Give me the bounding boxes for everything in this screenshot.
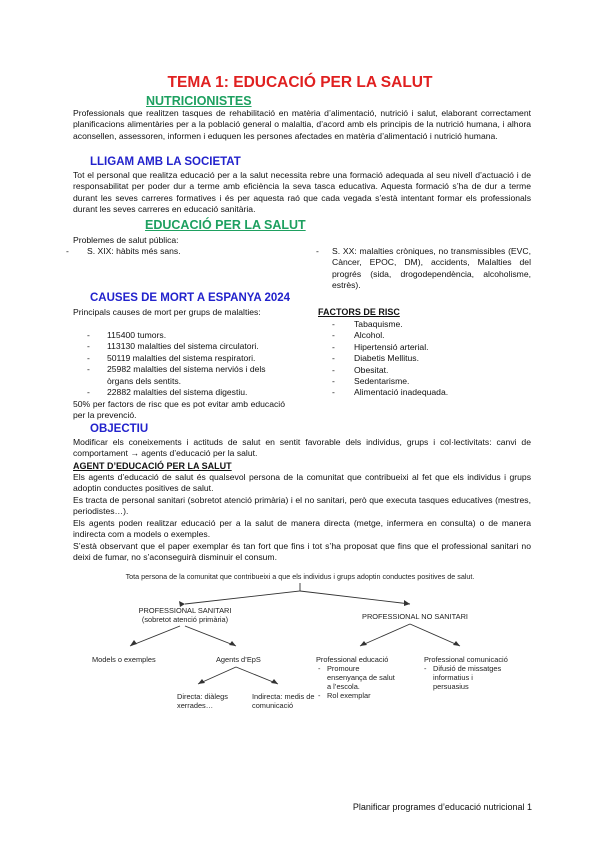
objectiu-heading: OBJECTIU — [90, 423, 149, 435]
left-item-text: S. XIX: hàbits més sans. — [87, 246, 181, 256]
diagram-prof-educacio-item-text: Promoure ensenyança de salut a l’escola. — [327, 664, 395, 691]
diagram-root: Tota persona de la comunitat que contribueixi a que els individus i grups adoptin conductes positives de salut. — [125, 572, 475, 581]
page-title: TEMA 1: EDUCACIÓ PER LA SALUT — [167, 74, 433, 91]
causes-item: - 22882 malalties del sistema digestiu. — [73, 387, 288, 398]
factors-item: - Hipertensió arterial. — [318, 342, 518, 353]
factors-item: - Diabetis Mellitus. — [318, 353, 518, 364]
nutricionistes-text: Professionals que realitzen tasques de rehabilitació en matèria d’alimentació, nutrició i salut, elaborant correctament planificacions alimentàries per a la població general o malaltia, d’acord amb els principis de la nutrició humana, i alhora aconsellen, assessoren, informen i eduquen les persones afectades en matèria d’alimentació i nutrició humana. — [73, 108, 531, 141]
causes-heading: CAUSES DE MORT A ESPANYA 2024 — [90, 292, 291, 304]
diagram-prof-comunicacio-item: - Difusió de missatges informatius i persuasius — [424, 664, 502, 691]
causes-item: - 113130 malalties del sistema circulatori. — [73, 341, 288, 352]
problemes-label: Problemes de salut pública: — [73, 235, 179, 245]
diagram-prof-comunicacio-item-text: Difusió de missatges informatius i persuasius — [433, 664, 502, 691]
agent-heading: AGENT D’EDUCACIÓ PER LA SALUT — [73, 461, 232, 471]
educacio-heading: EDUCACIÓ PER LA SALUT — [145, 218, 306, 232]
diagram-prof-educacio: Professional educació — [316, 655, 389, 664]
diagram-directa: Directa: diàlegs xerrades… — [177, 692, 228, 710]
diagram-no-sanitari: PROFESSIONAL NO SANITARI — [362, 612, 468, 621]
causes-item: - 25982 malalties del sistema nerviós i dels òrgans dels sentits. — [73, 364, 288, 387]
lligam-heading: LLIGAM AMB LA SOCIETAT — [90, 156, 241, 168]
right-item-dash: - — [316, 246, 319, 256]
page-footer: Planificar programes d’educació nutricional 1 — [352, 802, 532, 812]
factors-item: - Tabaquisme. — [318, 319, 518, 330]
lligam-text: Tot el personal que realitza educació per a la salut necessita rebre una formació adequada al seu nivell d’actuació i de responsabilitat per poder dur a terme amb eficiència la seva tasca educativa. Aquesta formació s’ha de dur a terme durant les seves carreres formatives i és per aquesta raó que cada vegada s’està intentant formar els professionals durant les seves carreres en educació sanitària. — [73, 170, 531, 214]
factors-item: - Obesitat. — [318, 365, 518, 376]
causes-intro: Principals causes de mort per grups de malalties: — [73, 307, 261, 317]
agent-p4: S’està observant que el paper exemplar és tan fort que fins i tot s’ha proposat que fins que el professional sanitari no deixi de fumar, no s’aconseguirà disminuir el consum. — [73, 541, 531, 563]
factors-heading: FACTORS DE RISC — [318, 307, 400, 317]
diagram-prof-comunicacio: Professional comunicació — [424, 655, 508, 664]
diagram-agents: Agents d’EpS — [216, 655, 261, 664]
diagram-prof-educacio-list — [318, 664, 396, 700]
objectiu-text: Modificar els coneixements i actituds de salut en sentit favorable dels individus, grups i col·lectivitats: canvi de comportament → agents d’educació per la salut. — [73, 437, 531, 459]
diagram-prof-comunicacio-list — [424, 664, 508, 691]
diagram-sanitari: PROFESSIONAL SANITARI — [138, 606, 232, 615]
diagram-prof-educacio-item: - Rol exemplar — [318, 691, 371, 700]
diagram-sanitari-sub: (sobretot atenció primària) — [141, 615, 229, 624]
right-item-text: S. XX: malalties cròniques, no transmissibles (EVC, Càncer, EPOC, DM), accidents, Malalties del progrés (sida, drogodependència, alcoholisme, estrès). — [332, 246, 531, 290]
diagram-indirecta: Indirecta: medis de comunicació — [252, 692, 315, 710]
nutricionistes-heading: NUTRICIONISTES — [146, 94, 252, 108]
causes-item: - 50119 malalties del sistema respiratori. — [73, 353, 288, 364]
diagram-models: Models o exemples — [92, 655, 156, 664]
diagram-prof-educacio-item-text: Rol exemplar — [327, 691, 371, 700]
factors-item: - Alimentació inadequada. — [318, 387, 518, 398]
agent-p3: Els agents poden realitzar educació per a la salut de manera directa (metge, infermera en consulta) o de manera indirecta com a models o exemples. — [73, 518, 531, 540]
causes-item: - 115400 tumors. — [73, 330, 288, 341]
factors-item: - Alcohol. — [318, 330, 518, 341]
factors-item: - Sedentarisme. — [318, 376, 518, 387]
diagram-prof-educacio-item: - Promoure ensenyança de salut a l’escola. — [318, 664, 395, 691]
agent-p1: Els agents d’educació de salut és qualsevol persona de la comunitat que contribueixi al fet que els individus i grups adoptin conductes positives de salut. — [73, 472, 531, 494]
causes-note-text: 50% per factors de risc que es pot evitar amb educació per la prevenció. — [73, 399, 285, 421]
agent-p2: Es tracta de personal sanitari (sobretot atenció primària) i el no sanitari, però que executa tasques educatives (mestres, periodistes…). — [73, 495, 531, 517]
left-item: - S. XIX: hàbits més sans. — [66, 246, 181, 256]
